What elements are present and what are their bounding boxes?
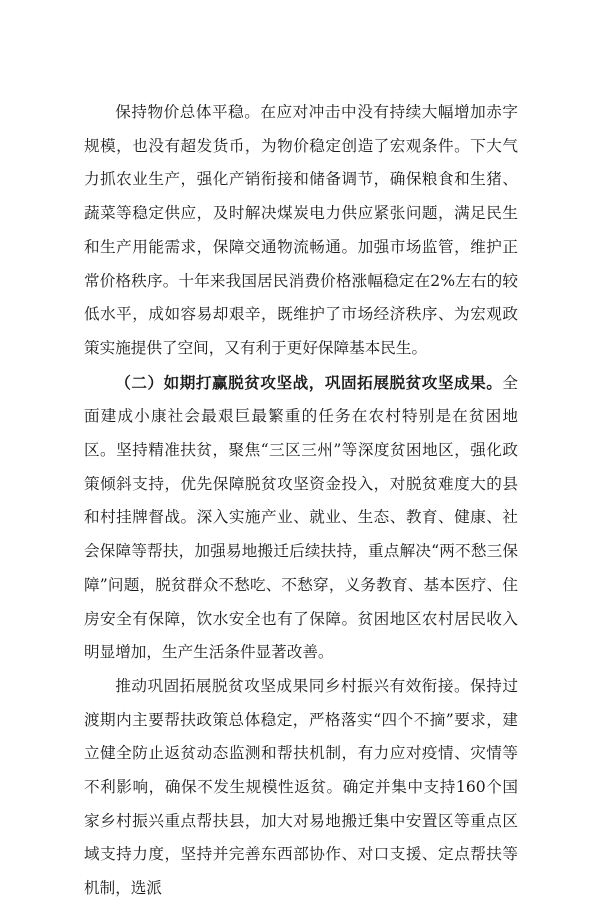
paragraph-text: 推动巩固拓展脱贫攻坚成果同乡村振兴有效衔接。保持过渡期内主要帮扶政策总体稳定，严格落实“四个不摘”要求，建立健全防止返贫动态监测和帮扶机制，有力应对疫情、灾情等不利影响，确保不发生规模性返贫。确定并集中支持160个国家乡村振兴重点帮扶县，加大对易地搬迁集中安置区等重点区域支持力度，坚持并完善东西部协作、对口支援、定点帮扶等机制，选派 xyxy=(84,676,518,898)
section-heading: （二）如期打赢脱贫攻坚战，巩固拓展脱贫攻坚成果。 xyxy=(115,372,503,392)
document-body xyxy=(84,96,518,906)
paragraph-price-stability xyxy=(84,96,518,366)
paragraph-rural-revitalization xyxy=(84,670,518,906)
paragraph-text: 保持物价总体平稳。在应对冲击中没有持续大幅增加赤字规模，也没有超发货币，为物价稳定创造了宏观条件。下大气力抓农业生产，强化产销衔接和储备调节，确保粮食和生猪、蔬菜等稳定供应，及时解决煤炭电力供应紧张问题，满足民生和生产用能需求，保障交通物流畅通。加强市场监管，维护正常价格秩序。十年来我国居民消费价格涨幅稳定在2%左右的较低水平，成如容易却艰辛，既维护了市场经济秩序、为宏观政策实施提供了空间，又有利于更好保障基本民生。 xyxy=(84,103,518,357)
paragraph-text: 全面建成小康社会最艰巨最繁重的任务在农村特别是在贫困地区。坚持精准扶贫，聚焦“三区三州”等深度贫困地区，强化政策倾斜支持，优先保障脱贫攻坚资金投入，对脱贫难度大的县和村挂牌督战。深入实施产业、就业、生态、教育、健康、社会保障等帮扶，加强易地搬迁后续扶持，重点解决“两不愁三保障”问题，脱贫群众不愁吃、不愁穿，义务教育、基本医疗、住房安全有保障，饮水安全也有了保障。贫困地区农村居民收入明显增加，生产生活条件显著改善。 xyxy=(84,373,518,662)
paragraph-poverty-alleviation xyxy=(84,366,518,670)
